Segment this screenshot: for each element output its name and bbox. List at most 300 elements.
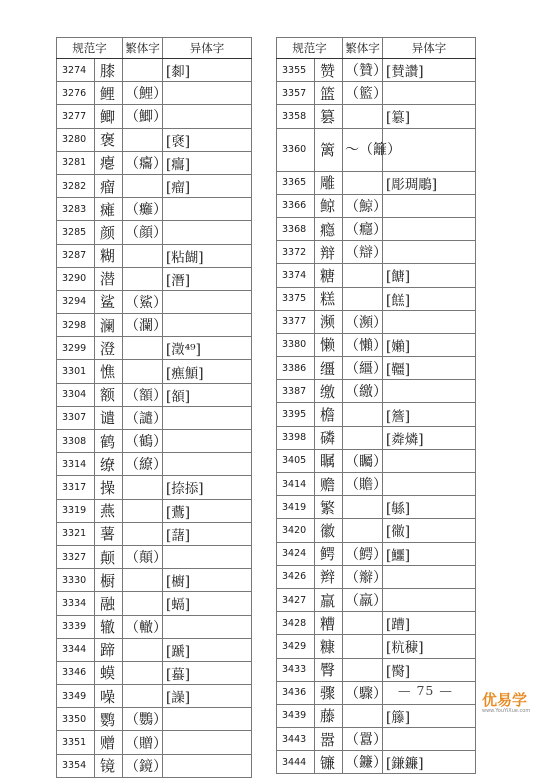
variant-char xyxy=(163,731,252,754)
table-row xyxy=(277,426,476,449)
variant-char: [蟇] xyxy=(163,661,252,684)
standard-char: 瘾 xyxy=(315,217,343,240)
variant-char xyxy=(383,217,476,240)
char-number: 3290 xyxy=(57,267,95,290)
table-row xyxy=(57,499,252,522)
traditional-char xyxy=(343,426,383,449)
traditional-char: （矚） xyxy=(343,449,383,472)
variant-char: [捺掭] xyxy=(163,476,252,499)
traditional-char xyxy=(343,658,383,681)
traditional-char: （贊） xyxy=(343,59,383,82)
standard-char: 薯 xyxy=(95,522,123,545)
traditional-char xyxy=(343,635,383,658)
standard-char: 缭 xyxy=(95,453,123,476)
table-row xyxy=(57,638,252,661)
traditional-char xyxy=(123,661,163,684)
standard-char: 臀 xyxy=(315,658,343,681)
standard-char: 镜 xyxy=(95,754,123,777)
standard-char: 糖 xyxy=(315,264,343,287)
char-number: 3368 xyxy=(277,217,315,240)
standard-char: 赞 xyxy=(315,59,343,82)
table-row xyxy=(57,244,252,267)
table-row xyxy=(277,751,476,774)
char-number: 3344 xyxy=(57,638,95,661)
table-row xyxy=(277,403,476,426)
variant-char xyxy=(383,82,476,105)
traditional-char xyxy=(343,704,383,727)
char-number: 3365 xyxy=(277,171,315,194)
traditional-char xyxy=(343,287,383,310)
traditional-char xyxy=(123,59,163,82)
table-row xyxy=(277,264,476,287)
traditional-char: （繳） xyxy=(343,380,383,403)
variant-char: [螎] xyxy=(163,592,252,615)
char-number: 3287 xyxy=(57,244,95,267)
traditional-char xyxy=(343,612,383,635)
standard-char: 蟆 xyxy=(95,661,123,684)
standard-char: 瞩 xyxy=(315,449,343,472)
watermark-logo xyxy=(482,689,530,714)
variant-char xyxy=(163,82,252,105)
variant-char: [簷] xyxy=(383,403,476,426)
traditional-char: （顛） xyxy=(123,545,163,568)
traditional-char xyxy=(123,522,163,545)
table-row xyxy=(277,194,476,217)
char-number: 3334 xyxy=(57,592,95,615)
standard-char: 辩 xyxy=(315,241,343,264)
traditional-char: （鯉） xyxy=(123,82,163,105)
traditional-char xyxy=(343,403,383,426)
variant-char xyxy=(383,310,476,333)
table-row xyxy=(57,290,252,313)
char-number: 3285 xyxy=(57,221,95,244)
char-number: 3433 xyxy=(277,658,315,681)
traditional-char: （癱） xyxy=(123,198,163,221)
char-number: 3428 xyxy=(277,612,315,635)
traditional-char: （瀾） xyxy=(123,314,163,337)
standard-char: 篮 xyxy=(315,82,343,105)
variant-char: [鷰] xyxy=(163,499,252,522)
variant-char: [籐] xyxy=(383,704,476,727)
variant-char: [緐] xyxy=(383,496,476,519)
char-number: 3395 xyxy=(277,403,315,426)
char-number: 3414 xyxy=(277,473,315,496)
table-row xyxy=(57,453,252,476)
table-row xyxy=(57,198,252,221)
table-row xyxy=(57,430,252,453)
table-row xyxy=(57,708,252,731)
variant-char: [賛讚] xyxy=(383,59,476,82)
char-number: 3357 xyxy=(277,82,315,105)
table-row xyxy=(277,217,476,240)
standard-char: 燕 xyxy=(95,499,123,522)
standard-char: 懒 xyxy=(315,333,343,356)
table-row xyxy=(277,728,476,751)
table-row xyxy=(277,658,476,681)
table-row xyxy=(57,383,252,406)
traditional-char xyxy=(123,499,163,522)
table-row xyxy=(277,105,476,128)
standard-char: 鲫 xyxy=(95,105,123,128)
char-number: 3426 xyxy=(277,565,315,588)
traditional-char: （鯊） xyxy=(123,290,163,313)
variant-char: [澂⁴⁹] xyxy=(163,337,252,360)
variant-char: [譟] xyxy=(163,685,252,708)
table-header-row xyxy=(277,38,476,59)
variant-char xyxy=(163,314,252,337)
variant-char: [厀] xyxy=(163,59,252,82)
char-number: 3439 xyxy=(277,704,315,727)
traditional-char xyxy=(343,496,383,519)
variant-char: [藷] xyxy=(163,522,252,545)
table-row xyxy=(57,267,252,290)
table-row xyxy=(277,310,476,333)
traditional-char: （瀕） xyxy=(343,310,383,333)
traditional-char: （囂） xyxy=(343,728,383,751)
standard-char: 澄 xyxy=(95,337,123,360)
char-number: 3339 xyxy=(57,615,95,638)
char-number: 3351 xyxy=(57,731,95,754)
variant-char: [蹧] xyxy=(383,612,476,635)
left-character-table xyxy=(56,37,252,778)
standard-char: 融 xyxy=(95,592,123,615)
variant-char: [粘餬] xyxy=(163,244,252,267)
variant-char xyxy=(163,545,252,568)
standard-char: 磷 xyxy=(315,426,343,449)
variant-char xyxy=(163,615,252,638)
header-variant-char: 异体字 xyxy=(163,38,252,59)
standard-char: 颠 xyxy=(95,545,123,568)
watermark-logo-text: 优易学 xyxy=(482,691,528,709)
char-number: 3427 xyxy=(277,588,315,611)
table-row xyxy=(277,59,476,82)
standard-char: 鹦 xyxy=(95,708,123,731)
traditional-char: （辮） xyxy=(343,565,383,588)
standard-char: 糠 xyxy=(315,635,343,658)
char-number: 3330 xyxy=(57,569,95,592)
table-row xyxy=(57,360,252,383)
table-row xyxy=(57,592,252,615)
table-row xyxy=(277,612,476,635)
variant-char: [幑] xyxy=(383,519,476,542)
table-row xyxy=(277,473,476,496)
variant-char xyxy=(383,241,476,264)
variant-char xyxy=(383,728,476,751)
char-number: 3444 xyxy=(277,751,315,774)
char-number: 3436 xyxy=(277,681,315,704)
standard-char: 瘪 xyxy=(95,151,123,174)
table-row xyxy=(277,704,476,727)
traditional-char: （鸚） xyxy=(123,708,163,731)
variant-char: [彫琱鵰] xyxy=(383,171,476,194)
standard-char: 糕 xyxy=(315,287,343,310)
table-row xyxy=(57,59,252,82)
char-number: 3443 xyxy=(277,728,315,751)
table-row xyxy=(277,565,476,588)
variant-char: [褎] xyxy=(163,128,252,151)
char-number: 3360 xyxy=(277,128,315,171)
char-number: 3280 xyxy=(57,128,95,151)
standard-char: 缰 xyxy=(315,357,343,380)
char-number: 3304 xyxy=(57,383,95,406)
variant-char xyxy=(163,754,252,777)
variant-char xyxy=(383,588,476,611)
table-row xyxy=(57,569,252,592)
traditional-char: （籃） xyxy=(343,82,383,105)
traditional-char: （贈） xyxy=(123,731,163,754)
standard-char: 檐 xyxy=(315,403,343,426)
traditional-char: （贍） xyxy=(343,473,383,496)
char-number: 3387 xyxy=(277,380,315,403)
traditional-char: （癮） xyxy=(343,217,383,240)
table-row xyxy=(57,82,252,105)
char-number: 3405 xyxy=(277,449,315,472)
char-number: 3282 xyxy=(57,174,95,197)
table-row xyxy=(277,635,476,658)
variant-char xyxy=(163,105,252,128)
watermark-url: www.YouYiXue.com xyxy=(482,708,531,714)
standard-char: 谴 xyxy=(95,406,123,429)
traditional-char: （癟） xyxy=(123,151,163,174)
char-number: 3277 xyxy=(57,105,95,128)
traditional-char: （額） xyxy=(123,383,163,406)
traditional-char xyxy=(123,638,163,661)
standard-char: 膝 xyxy=(95,59,123,82)
variant-char xyxy=(163,406,252,429)
standard-char: 瘫 xyxy=(95,198,123,221)
variant-char: [潛] xyxy=(163,267,252,290)
table-row xyxy=(277,496,476,519)
standard-char: 糊 xyxy=(95,244,123,267)
char-number: 3308 xyxy=(57,430,95,453)
table-header-row xyxy=(57,38,252,59)
variant-char xyxy=(383,194,476,217)
traditional-char xyxy=(123,244,163,267)
standard-char: 额 xyxy=(95,383,123,406)
variant-char xyxy=(163,221,252,244)
char-number: 3386 xyxy=(277,357,315,380)
traditional-char: （繚） xyxy=(123,453,163,476)
table-row xyxy=(57,661,252,684)
standard-char: 赡 xyxy=(315,473,343,496)
standard-char: 鹤 xyxy=(95,430,123,453)
variant-char: [臋] xyxy=(383,658,476,681)
variant-char: [餻] xyxy=(383,287,476,310)
table-row xyxy=(277,542,476,565)
variant-char xyxy=(163,708,252,731)
traditional-char: （鯽） xyxy=(123,105,163,128)
table-row xyxy=(277,171,476,194)
right-character-table xyxy=(276,37,476,774)
header-traditional-char: 繁体字 xyxy=(343,38,383,59)
standard-char: 濒 xyxy=(315,310,343,333)
char-number: 3274 xyxy=(57,59,95,82)
variant-char: [瘤] xyxy=(163,174,252,197)
table-row xyxy=(277,357,476,380)
standard-char: 藤 xyxy=(315,704,343,727)
char-number: 3276 xyxy=(57,82,95,105)
header-standard-char: 规范字 xyxy=(57,38,123,59)
standard-char: 潜 xyxy=(95,267,123,290)
variant-char: [鱷] xyxy=(383,542,476,565)
traditional-char: （顔） xyxy=(123,221,163,244)
traditional-char xyxy=(343,519,383,542)
char-number: 3319 xyxy=(57,499,95,522)
standard-char: 鲤 xyxy=(95,82,123,105)
traditional-char: （轍） xyxy=(123,615,163,638)
variant-char: [櫥] xyxy=(163,569,252,592)
standard-char: 瘤 xyxy=(95,174,123,197)
traditional-char xyxy=(343,105,383,128)
standard-char: 篡 xyxy=(315,105,343,128)
table-row xyxy=(277,588,476,611)
table-row xyxy=(277,287,476,310)
traditional-char xyxy=(123,337,163,360)
table-row xyxy=(57,151,252,174)
char-number: 3355 xyxy=(277,59,315,82)
traditional-char xyxy=(123,128,163,151)
char-number: 3314 xyxy=(57,453,95,476)
table-row xyxy=(277,449,476,472)
table-row xyxy=(57,406,252,429)
traditional-char: （懶） xyxy=(343,333,383,356)
variant-char xyxy=(163,198,252,221)
variant-char xyxy=(383,380,476,403)
char-number: 3283 xyxy=(57,198,95,221)
standard-char: 橱 xyxy=(95,569,123,592)
char-number: 3419 xyxy=(277,496,315,519)
char-number: 3301 xyxy=(57,360,95,383)
table-row xyxy=(57,105,252,128)
traditional-char: （鯨） xyxy=(343,194,383,217)
variant-char: [蹏] xyxy=(163,638,252,661)
standard-char: 蹄 xyxy=(95,638,123,661)
traditional-char xyxy=(123,174,163,197)
standard-char: 辙 xyxy=(95,615,123,638)
traditional-char: （鰐） xyxy=(343,542,383,565)
variant-char: [頟] xyxy=(163,383,252,406)
variant-char xyxy=(383,473,476,496)
standard-char: 徽 xyxy=(315,519,343,542)
variant-char: [餹] xyxy=(383,264,476,287)
variant-char: [鎌鐮] xyxy=(383,751,476,774)
char-number: 3349 xyxy=(57,685,95,708)
table-row xyxy=(277,333,476,356)
table-row xyxy=(57,685,252,708)
char-number: 3281 xyxy=(57,151,95,174)
standard-char: 骤 xyxy=(315,681,343,704)
table-row xyxy=(277,128,476,171)
traditional-char: （繮） xyxy=(343,357,383,380)
standard-char: 噪 xyxy=(95,685,123,708)
char-number: 3346 xyxy=(57,661,95,684)
table-row xyxy=(277,380,476,403)
standard-char: 褒 xyxy=(95,128,123,151)
char-number: 3307 xyxy=(57,406,95,429)
table-row xyxy=(57,731,252,754)
traditional-char: （譴） xyxy=(123,406,163,429)
char-number: 3299 xyxy=(57,337,95,360)
table-row xyxy=(57,476,252,499)
variant-char: [粦燐] xyxy=(383,426,476,449)
table-row xyxy=(57,314,252,337)
variant-char: [癄顦] xyxy=(163,360,252,383)
traditional-char xyxy=(343,171,383,194)
table-row xyxy=(57,174,252,197)
page-number: — 75 — xyxy=(398,683,453,698)
standard-char: 糟 xyxy=(315,612,343,635)
table-row xyxy=(57,545,252,568)
table-row xyxy=(57,128,252,151)
char-number: 3420 xyxy=(277,519,315,542)
table-row xyxy=(277,519,476,542)
variant-char: [粇穅] xyxy=(383,635,476,658)
variant-char xyxy=(383,449,476,472)
char-number: 3327 xyxy=(57,545,95,568)
traditional-char: （辯） xyxy=(343,241,383,264)
standard-char: 雕 xyxy=(315,171,343,194)
traditional-char: （羸） xyxy=(343,588,383,611)
char-number: 3294 xyxy=(57,290,95,313)
char-number: 3317 xyxy=(57,476,95,499)
variant-char: [嬾] xyxy=(383,333,476,356)
char-number: 3372 xyxy=(277,241,315,264)
variant-char: [韁] xyxy=(383,357,476,380)
traditional-char xyxy=(123,360,163,383)
char-number: 3398 xyxy=(277,426,315,449)
char-number: 3358 xyxy=(277,105,315,128)
header-standard-char: 规范字 xyxy=(277,38,343,59)
standard-char: 赠 xyxy=(95,731,123,754)
standard-char: 鲨 xyxy=(95,290,123,313)
traditional-char: （驟） xyxy=(343,681,383,704)
traditional-char: （鶴） xyxy=(123,430,163,453)
variant-char xyxy=(163,430,252,453)
char-number: 3424 xyxy=(277,542,315,565)
table-row xyxy=(57,522,252,545)
char-number: 3298 xyxy=(57,314,95,337)
standard-char: 缴 xyxy=(315,380,343,403)
traditional-char: （鏡） xyxy=(123,754,163,777)
traditional-char: ～（籬） xyxy=(343,128,383,171)
char-number: 3375 xyxy=(277,287,315,310)
header-variant-char: 异体字 xyxy=(383,38,476,59)
standard-char: 鳄 xyxy=(315,542,343,565)
traditional-char: （鐮） xyxy=(343,751,383,774)
char-number: 3377 xyxy=(277,310,315,333)
table-row xyxy=(57,754,252,777)
traditional-char xyxy=(123,685,163,708)
standard-char: 颜 xyxy=(95,221,123,244)
standard-char: 鲸 xyxy=(315,194,343,217)
standard-char: 澜 xyxy=(95,314,123,337)
standard-char: 羸 xyxy=(315,588,343,611)
table-row xyxy=(57,221,252,244)
standard-char: 镰 xyxy=(315,751,343,774)
variant-char xyxy=(383,565,476,588)
table-row xyxy=(57,337,252,360)
char-number: 3366 xyxy=(277,194,315,217)
traditional-char xyxy=(123,267,163,290)
header-traditional-char: 繁体字 xyxy=(123,38,163,59)
variant-char xyxy=(163,290,252,313)
variant-char: [簒] xyxy=(383,105,476,128)
char-number: 3380 xyxy=(277,333,315,356)
standard-char: 辫 xyxy=(315,565,343,588)
table-row xyxy=(57,615,252,638)
table-row xyxy=(277,82,476,105)
char-number: 3374 xyxy=(277,264,315,287)
